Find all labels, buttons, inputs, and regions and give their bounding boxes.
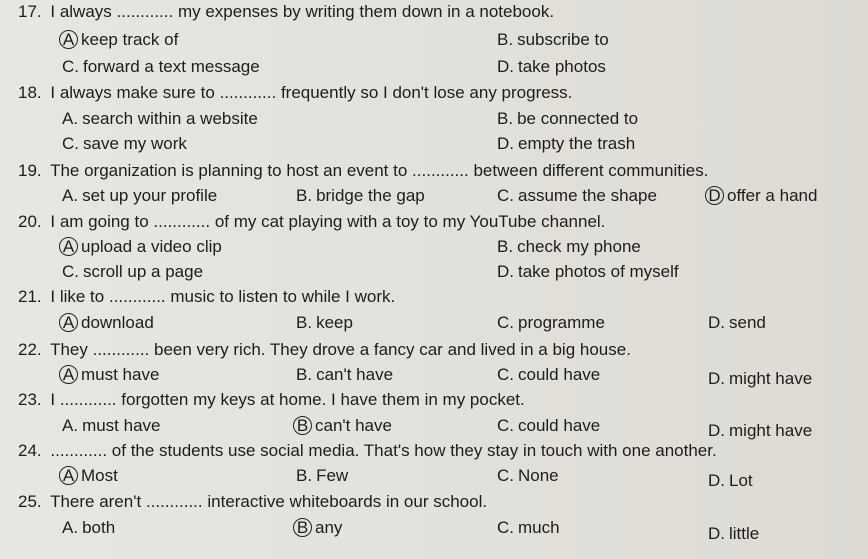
option-letter: D. (708, 421, 725, 440)
option-22c (497, 365, 600, 385)
question-19 (18, 161, 708, 181)
option-text: assume the shape (518, 186, 657, 205)
option-24b (296, 466, 348, 486)
option-letter: C. (497, 365, 514, 384)
question-number: 24. (18, 441, 42, 460)
question-text-after: between different communities. (473, 161, 709, 180)
option-24d (708, 471, 753, 491)
question-text-after: been very rich. They drove a fancy car and lived in a big house. (154, 340, 631, 359)
option-text: must have (81, 365, 160, 384)
option-letter: C. (497, 186, 514, 205)
option-text: any (315, 518, 343, 537)
question-text-after: frequently so I don't lose any progress. (280, 83, 573, 102)
answer-blank: ............ (108, 287, 166, 306)
option-17a (62, 30, 178, 50)
answer-blank: ............ (59, 390, 117, 409)
option-17c (62, 57, 260, 77)
question-18 (18, 83, 572, 103)
question-number: 20. (18, 212, 42, 231)
option-text: bridge the gap (316, 186, 425, 205)
answer-blank: ............ (153, 212, 211, 231)
option-21b (296, 313, 353, 333)
option-19c (497, 186, 657, 206)
option-text: empty the trash (518, 134, 636, 153)
option-text: could have (518, 416, 601, 435)
option-21c (497, 313, 605, 333)
answer-blank: ............ (219, 83, 277, 102)
option-20b (497, 237, 641, 257)
question-text-after: forgotten my keys at home. I have them in my pocket. (121, 390, 525, 409)
option-letter: C. (62, 57, 79, 76)
option-24c (497, 466, 559, 486)
option-letter: B. (296, 186, 313, 205)
question-number: 17. (18, 2, 42, 21)
question-text-before: I (50, 390, 56, 409)
option-letter: A. (62, 186, 79, 205)
question-text-after: interactive whiteboards in our school. (207, 492, 488, 511)
option-text: save my work (83, 134, 187, 153)
question-text-before: They (50, 340, 88, 359)
question-20 (18, 212, 605, 232)
option-text: Few (316, 466, 349, 485)
option-text: offer a hand (727, 186, 818, 205)
answer-blank: ............ (412, 161, 469, 180)
option-letter: D. (497, 262, 514, 281)
option-letter: C. (497, 466, 514, 485)
option-18c (62, 134, 187, 154)
option-text: check my phone (517, 237, 641, 256)
option-text: might have (729, 421, 813, 440)
circled-answer-letter: B (293, 518, 312, 537)
question-text-after: my expenses by writing them down in a notebook. (177, 2, 555, 21)
option-17b (497, 30, 609, 50)
option-letter: D. (708, 471, 725, 490)
option-18d (497, 134, 635, 154)
question-text-after: of my cat playing with a toy to my YouTube channel. (214, 212, 606, 231)
option-text: take photos of myself (518, 262, 679, 281)
answer-blank: ............ (145, 492, 203, 511)
option-25c (497, 518, 560, 538)
circled-answer-letter: A (59, 313, 78, 332)
option-text: forward a text message (83, 57, 260, 76)
answer-blank: ............ (116, 2, 174, 21)
option-19b (296, 186, 425, 206)
option-letter: B. (296, 466, 313, 485)
option-23a (62, 416, 161, 436)
option-letter: C. (497, 416, 514, 435)
option-25a (62, 518, 115, 538)
question-text-before: I like to (50, 287, 105, 306)
question-number: 25. (18, 492, 42, 511)
option-22d (708, 369, 812, 389)
question-text-before: There aren't (50, 492, 142, 511)
option-text: download (81, 313, 154, 332)
option-text: search within a website (82, 109, 258, 128)
option-letter: D. (708, 524, 725, 543)
option-letter: A. (62, 518, 79, 537)
option-text: must have (82, 416, 161, 435)
option-letter: A. (62, 416, 79, 435)
option-20a (62, 237, 222, 257)
option-text: upload a video clip (81, 237, 222, 256)
option-letter: D. (497, 134, 514, 153)
option-20d (497, 262, 679, 282)
option-23d (708, 421, 812, 441)
option-21a (62, 313, 154, 333)
question-number: 19. (18, 161, 42, 180)
option-letter: D. (497, 57, 514, 76)
question-text-before: The organization is planning to host an event to (50, 161, 408, 180)
question-number: 23. (18, 390, 42, 409)
option-19a (62, 186, 217, 206)
option-24a (62, 466, 118, 486)
question-22 (18, 340, 631, 360)
option-letter: C. (62, 134, 79, 153)
option-letter: B. (497, 109, 514, 128)
option-18a (62, 109, 258, 129)
question-text-before: I always (50, 2, 112, 21)
option-text: can't have (315, 416, 392, 435)
question-number: 21. (18, 287, 42, 306)
option-19d (708, 186, 817, 206)
circled-answer-letter: D (705, 186, 724, 205)
option-text: Most (81, 466, 118, 485)
option-text: much (518, 518, 560, 537)
option-22b (296, 365, 393, 385)
option-21d (708, 313, 766, 333)
question-17 (18, 2, 554, 22)
option-18b (497, 109, 638, 129)
option-text: take photos (518, 57, 606, 76)
circled-answer-letter: A (59, 30, 78, 49)
option-text: send (729, 313, 766, 332)
option-25d (708, 524, 759, 544)
option-text: None (518, 466, 559, 485)
answer-blank: ............ (50, 441, 108, 460)
option-text: keep (316, 313, 353, 332)
option-text: Lot (729, 471, 753, 490)
option-letter: B. (296, 313, 313, 332)
option-text: scroll up a page (83, 262, 204, 281)
answer-blank: ............ (92, 340, 150, 359)
option-letter: D. (708, 369, 725, 388)
option-23b (296, 416, 392, 436)
question-text-after: music to listen to while I work. (170, 287, 396, 306)
option-letter: A. (62, 109, 79, 128)
circled-answer-letter: A (59, 365, 78, 384)
question-24 (18, 441, 717, 461)
option-letter: C. (62, 262, 79, 281)
option-letter: B. (497, 30, 514, 49)
circled-answer-letter: B (293, 416, 312, 435)
option-text: be connected to (517, 109, 639, 128)
question-text-before: I am going to (50, 212, 149, 231)
question-25 (18, 492, 487, 512)
option-17d (497, 57, 606, 77)
option-text: could have (518, 365, 601, 384)
question-21 (18, 287, 395, 307)
option-text: little (729, 524, 760, 543)
option-25b (296, 518, 342, 538)
option-20c (62, 262, 203, 282)
question-text-before: I always make sure to (50, 83, 215, 102)
option-22a (62, 365, 159, 385)
question-number: 18. (18, 83, 42, 102)
question-number: 22. (18, 340, 42, 359)
option-23c (497, 416, 600, 436)
option-text: programme (518, 313, 605, 332)
question-23 (18, 390, 525, 410)
option-letter: B. (296, 365, 313, 384)
circled-answer-letter: A (59, 237, 78, 256)
question-text-after: of the students use social media. That's how they stay in touch with one another. (111, 441, 717, 460)
option-letter: D. (708, 313, 725, 332)
option-text: subscribe to (517, 30, 609, 49)
option-text: set up your profile (82, 186, 218, 205)
option-text: both (82, 518, 116, 537)
option-text: keep track of (81, 30, 179, 49)
option-letter: C. (497, 313, 514, 332)
circled-answer-letter: A (59, 466, 78, 485)
option-text: can't have (316, 365, 394, 384)
option-letter: C. (497, 518, 514, 537)
option-text: might have (729, 369, 813, 388)
option-letter: B. (497, 237, 514, 256)
